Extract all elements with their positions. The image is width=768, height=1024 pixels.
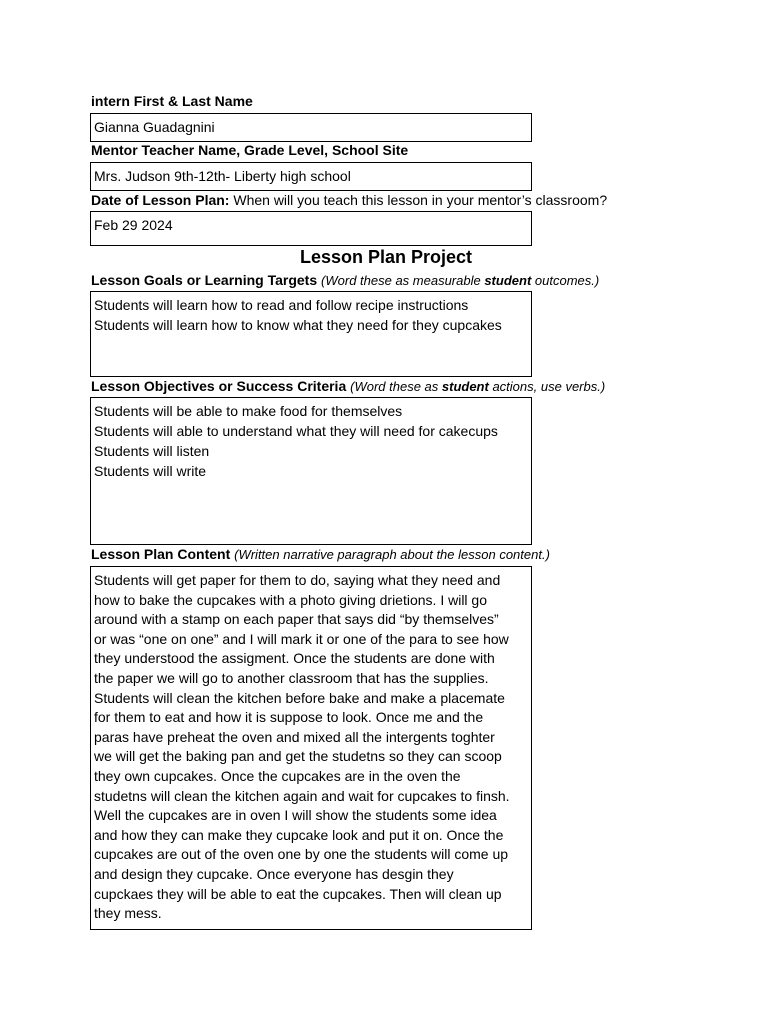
- content-line: cupckaes they will be able to eat the cupcakes. Then will clean up: [94, 885, 502, 902]
- content-line: they understood the assigment. Once the students are done with: [94, 650, 495, 667]
- content-line: or was “one on one” and I will mark it or one of the para to see how: [94, 630, 509, 647]
- content-line: we will get the baking pan and get the studetns so they can scoop: [94, 748, 502, 765]
- date-label-row: [91, 192, 607, 208]
- goals-label: Lesson Goals or Learning Targets: [91, 272, 318, 288]
- content-line: Students will clean the kitchen before bake and make a placemate: [94, 689, 505, 706]
- objectives-line: Students will write: [94, 463, 207, 479]
- goals-note: (Word these as measurable student outcomes.): [321, 273, 600, 288]
- content-line: the paper we will go to another classroom that has the supplies.: [94, 669, 489, 686]
- mentor-label: Mentor Teacher Name, Grade Level, School Site: [91, 142, 409, 158]
- date-question: When will you teach this lesson in your mentor’s classroom?: [233, 192, 608, 208]
- goals-line: Students will learn how to know what they need for they cupcakes: [94, 317, 502, 333]
- intern-name-field[interactable]: [90, 113, 532, 142]
- content-label: Lesson Plan Content: [91, 546, 231, 562]
- content-line: cupcakes are out of the oven one by one the students will come up: [94, 846, 509, 863]
- content-line: around with a stamp on each paper that says did “by themselves”: [94, 611, 499, 628]
- goals-line: Students will learn how to read and follow recipe instructions: [94, 297, 469, 313]
- objectives-line: Students will able to understand what they will need for cakecups: [94, 423, 498, 439]
- content-line: studetns will clean the kitchen again and wait for cupcakes to finsh.: [94, 787, 510, 804]
- content-label-row: [91, 546, 550, 563]
- objectives-note: (Word these as student actions, use verbs.): [350, 379, 606, 394]
- content-note: (Written narrative paragraph about the lesson content.): [234, 547, 550, 562]
- content-line: Well the cupcakes are in oven I will show the students some idea: [94, 807, 497, 824]
- content-field[interactable]: [90, 566, 532, 930]
- intern-name-value: Gianna Guadagnini: [94, 119, 215, 135]
- objectives-field[interactable]: [90, 397, 532, 545]
- objectives-line: Students will listen: [94, 443, 210, 459]
- objectives-label: Lesson Objectives or Success Criteria: [91, 378, 347, 394]
- content-line: they mess.: [94, 905, 162, 922]
- page-title: Lesson Plan Project: [300, 247, 473, 267]
- content-line: and how they can make they cupcake look and put it on. Once the: [94, 826, 504, 843]
- mentor-field[interactable]: [90, 162, 532, 191]
- intern-name-label: intern First & Last Name: [91, 93, 253, 109]
- date-value: Feb 29 2024: [94, 217, 173, 233]
- objectives-label-row: [91, 378, 605, 395]
- date-label: Date of Lesson Plan:: [91, 192, 230, 208]
- objectives-line: Students will be able to make food for themselves: [94, 403, 403, 419]
- content-line: they own cupcakes. Once the cupcakes are in the oven the: [94, 767, 461, 784]
- content-line: Students will get paper for them to do, saying what they need and: [94, 572, 501, 588]
- goals-label-row: [91, 272, 599, 289]
- goals-field[interactable]: [90, 291, 532, 377]
- content-line: how to bake the cupcakes with a photo giving drietions. I will go: [94, 591, 488, 608]
- date-field[interactable]: [90, 211, 532, 246]
- content-line: for them to eat and how it is suppose to look. Once me and the: [94, 709, 484, 726]
- mentor-value: Mrs. Judson 9th-12th- Liberty high school: [94, 168, 351, 184]
- content-line: paras have preheat the oven and mixed all the intergents toghter: [94, 728, 495, 745]
- content-line: and design they cupcake. Once everyone has desgin they: [94, 865, 454, 882]
